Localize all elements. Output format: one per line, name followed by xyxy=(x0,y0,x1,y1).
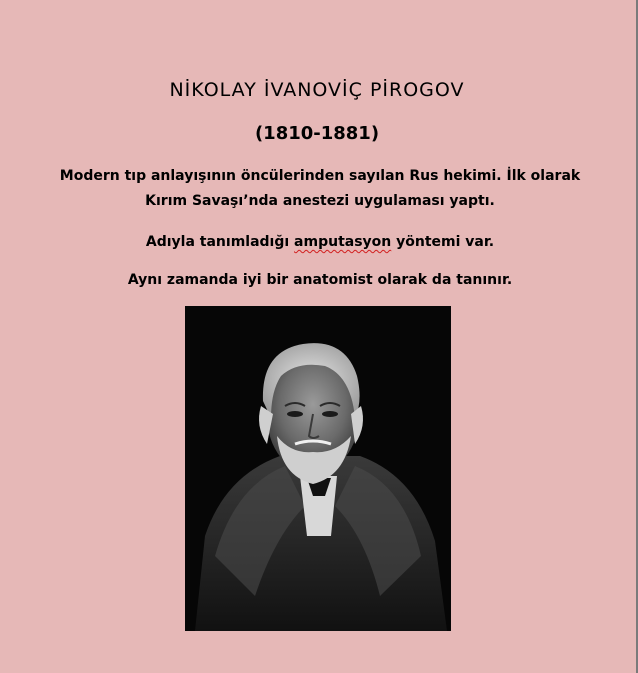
paragraph-method-end: yöntemi var. xyxy=(391,234,495,250)
document-title: NİKOLAY İVANOVİÇ PİROGOV xyxy=(169,79,465,101)
spellcheck-flagged-word[interactable]: amputasyon xyxy=(294,234,392,250)
paragraph-method-start: Adıyla tanımladığı xyxy=(145,234,295,250)
life-years: (1810-1881) xyxy=(254,123,380,144)
paragraph-anatomist: Aynı zamanda iyi bir anatomist olarak da tanınır. xyxy=(127,272,513,288)
paragraph-method xyxy=(40,230,600,255)
paragraph-intro: Modern tıp anlayışının öncülerinden sayılan Rus hekimi. İlk olarak Kırım Savaşı’nda anestezi uygulaması yaptı. xyxy=(59,168,581,209)
portrait-photo xyxy=(185,306,451,631)
portrait-image xyxy=(185,306,451,631)
